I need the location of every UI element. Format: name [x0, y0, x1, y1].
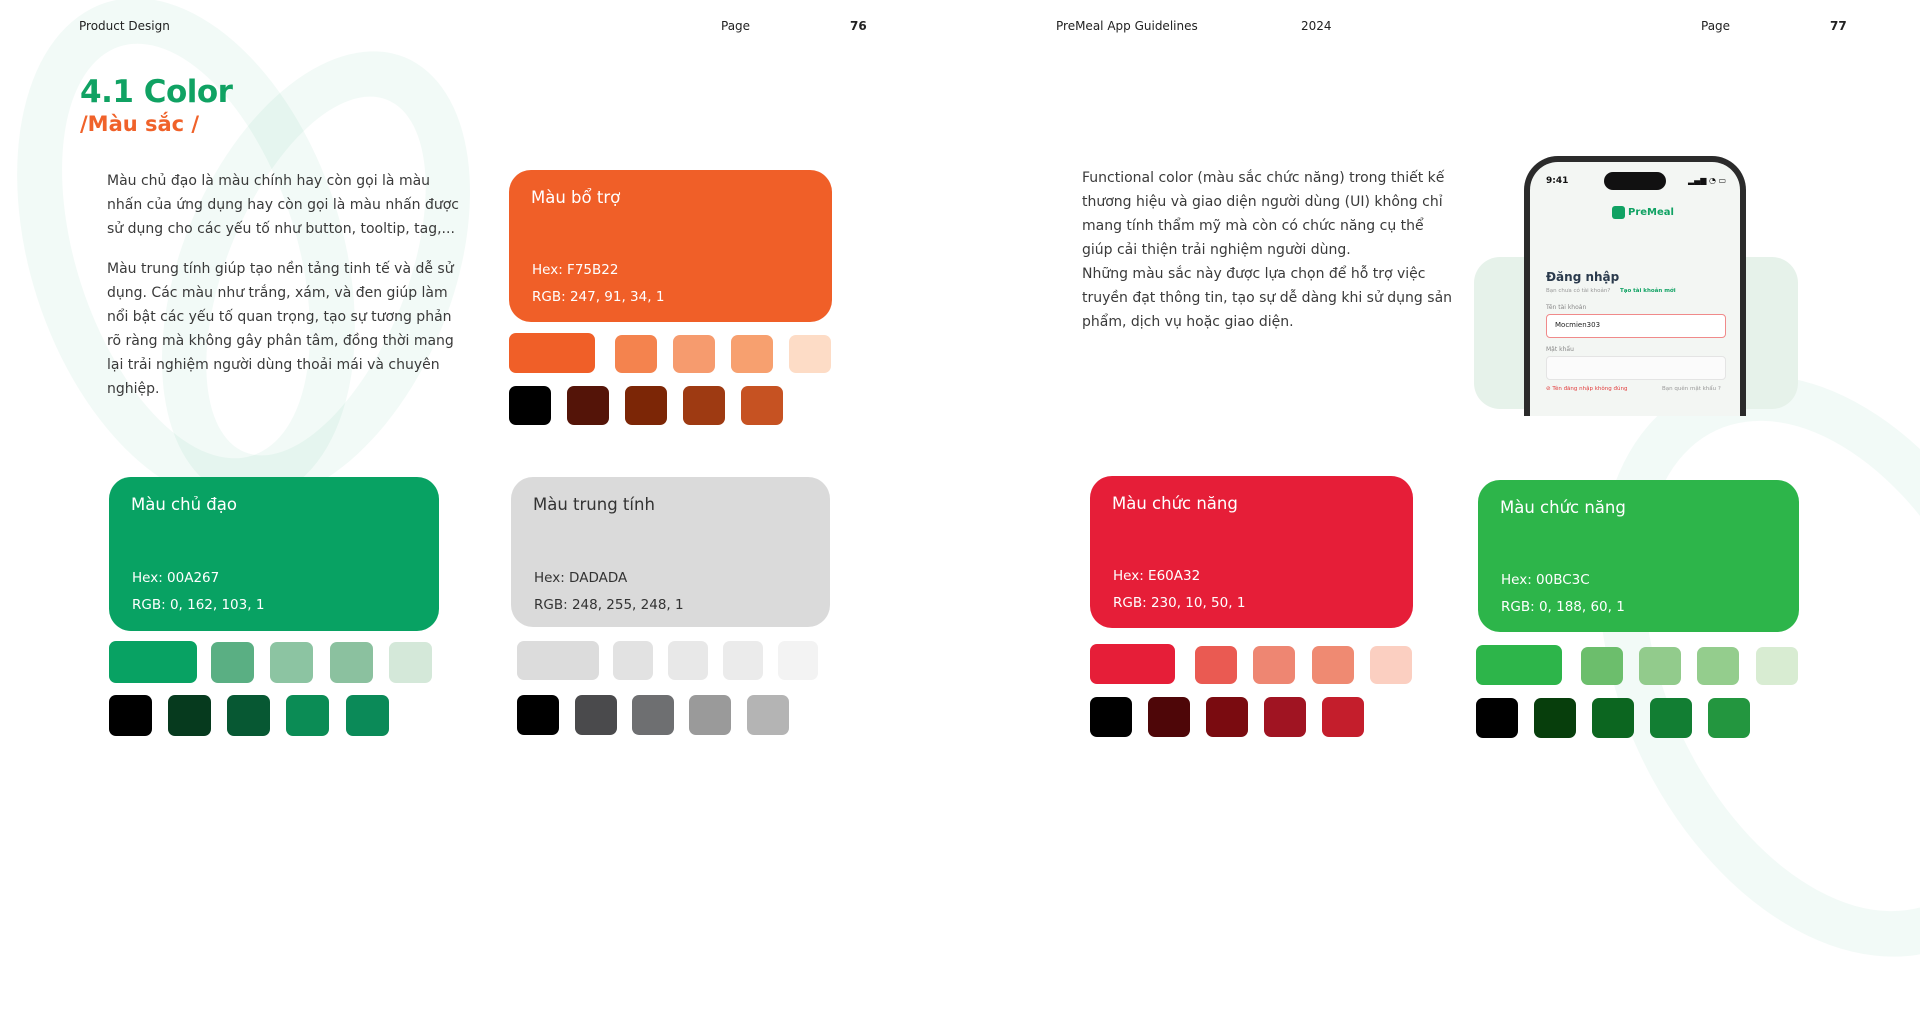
section-title: 4.1 Color: [80, 74, 233, 110]
green-tint-swatch-5: [1756, 647, 1798, 685]
header-section-label: Product Design: [79, 19, 170, 33]
green-tint-swatch-3: [1639, 647, 1681, 685]
username-label: Tên tài khoản: [1546, 304, 1587, 311]
intro-paragraph-neutral: Màu trung tính giúp tạo nền tảng tinh tế và dễ sử dụng. Các màu như trắng, xám, và đen giúp làm nổi bật các yếu tố quan trọng, tạo sự tương phản rõ ràng mà không gây phân tâm, đồng thời mang lại trải nghiệm người dùng thoải mái và chuyên nghiệp.: [107, 261, 454, 397]
secondary-shade-swatch-4: [683, 386, 725, 425]
neutral-tint-swatch-5: [778, 641, 818, 680]
neutral-tint-swatch-2: [613, 641, 653, 680]
app-logo-icon: [1612, 206, 1625, 219]
header-page-label: Page: [721, 19, 751, 33]
login-error-text: Tên đăng nhập không đúng: [1552, 386, 1628, 392]
card-title: Màu bổ trợ: [531, 188, 621, 207]
header-page-number: 76: [850, 19, 867, 33]
card-hex: Hex: 00A267: [132, 570, 220, 586]
primary-shade-swatch-4: [286, 695, 329, 736]
card-hex: Hex: 00BC3C: [1501, 572, 1590, 588]
username-value: Mocmien303: [1555, 321, 1601, 329]
card-title: Màu trung tính: [533, 495, 655, 514]
phone-mockup: [1524, 156, 1746, 416]
primary-color-card: [109, 477, 439, 631]
red-shade-swatch-2: [1148, 697, 1190, 737]
card-hex: Hex: E60A32: [1113, 568, 1201, 584]
red-tint-swatch-5: [1370, 646, 1412, 684]
header-year: 2024: [1301, 19, 1332, 33]
username-input[interactable]: [1546, 314, 1726, 338]
primary-shade-swatch-5: [346, 695, 389, 736]
primary-tint-swatch-3: [270, 642, 313, 683]
card-title: Màu chức năng: [1500, 498, 1626, 517]
card-rgb: RGB: 247, 91, 34, 1: [532, 289, 665, 305]
functional-green-card: [1478, 480, 1799, 632]
secondary-shade-swatch-3: [625, 386, 667, 425]
primary-shade-swatch-1: [109, 695, 152, 736]
password-label: Mật khẩu: [1546, 346, 1574, 353]
functional-paragraph-1: Functional color (màu sắc chức năng) trong thiết kế thương hiệu và giao diện người dùng (UI) không chỉ mang tính thẩm mỹ mà còn có chức năng cụ thể giúp cải thiện trải nghiệm người dùng.: [1082, 170, 1445, 258]
green-shade-swatch-4: [1650, 698, 1692, 738]
card-rgb: RGB: 230, 10, 50, 1: [1113, 595, 1246, 611]
neutral-shade-swatch-5: [747, 695, 789, 735]
neutral-tint-swatch-3: [668, 641, 708, 680]
secondary-tint-swatch-4: [731, 335, 773, 373]
secondary-tint-swatch-2: [615, 335, 657, 373]
neutral-shade-swatch-4: [689, 695, 731, 735]
red-shade-swatch-5: [1322, 697, 1364, 737]
secondary-tint-swatch-1: [509, 333, 595, 373]
neutral-color-card: [511, 477, 830, 627]
secondary-color-card: [509, 170, 832, 322]
green-shade-swatch-1: [1476, 698, 1518, 738]
card-hex: Hex: F75B22: [532, 262, 619, 278]
neutral-tint-swatch-1: [517, 641, 599, 680]
intro-paragraph-primary: Màu chủ đạo là màu chính hay còn gọi là màu nhấn của ứng dụng hay còn gọi là màu nhấn được sử dụng cho các yếu tố như button, tooltip, tag,...: [107, 173, 459, 237]
primary-tint-swatch-2: [211, 642, 254, 683]
red-shade-swatch-4: [1264, 697, 1306, 737]
status-time: 9:41: [1546, 176, 1569, 186]
green-shade-swatch-3: [1592, 698, 1634, 738]
functional-red-card: [1090, 476, 1413, 628]
section-subtitle: /Màu sắc /: [80, 112, 200, 136]
green-tint-swatch-4: [1697, 647, 1739, 685]
neutral-shade-swatch-3: [632, 695, 674, 735]
forgot-password-link[interactable]: Bạn quên mật khẩu ?: [1662, 386, 1721, 392]
red-tint-swatch-2: [1195, 646, 1237, 684]
no-account-text: Bạn chưa có tài khoản?: [1546, 288, 1611, 294]
card-rgb: RGB: 0, 188, 60, 1: [1501, 599, 1625, 615]
status-icons: ▂▄▆ ◔ ▭: [1688, 176, 1727, 185]
login-title: Đăng nhập: [1546, 270, 1620, 284]
dynamic-island: [1604, 172, 1666, 190]
app-name: PreMeal: [1628, 207, 1674, 218]
secondary-shade-swatch-2: [567, 386, 609, 425]
neutral-tint-swatch-4: [723, 641, 763, 680]
functional-paragraph-2: Những màu sắc này được lựa chọn để hỗ trợ việc truyền đạt thông tin, tạo sự dễ dàng khi sử dụng sản phẩm, dịch vụ hoặc giao diện.: [1082, 266, 1453, 330]
card-title: Màu chủ đạo: [131, 495, 237, 514]
phone-screen: [1530, 162, 1740, 416]
green-tint-swatch-2: [1581, 647, 1623, 685]
header-doc-title: PreMeal App Guidelines: [1056, 19, 1198, 33]
primary-shade-swatch-2: [168, 695, 211, 736]
red-tint-swatch-3: [1253, 646, 1295, 684]
green-shade-swatch-2: [1534, 698, 1576, 738]
header-page-label: Page: [1701, 19, 1731, 33]
secondary-shade-swatch-1: [509, 386, 551, 425]
secondary-shade-swatch-5: [741, 386, 783, 425]
login-error-message: ⊘ Tên đăng nhập không đúng: [1546, 386, 1628, 392]
red-shade-swatch-3: [1206, 697, 1248, 737]
primary-tint-swatch-4: [330, 642, 373, 683]
red-tint-swatch-4: [1312, 646, 1354, 684]
red-shade-swatch-1: [1090, 697, 1132, 737]
create-account-link[interactable]: Tạo tài khoản mới: [1620, 288, 1676, 294]
header-page-number: 77: [1830, 19, 1847, 33]
secondary-tint-swatch-3: [673, 335, 715, 373]
neutral-shade-swatch-2: [575, 695, 617, 735]
neutral-shade-swatch-1: [517, 695, 559, 735]
card-title: Màu chức năng: [1112, 494, 1238, 513]
primary-tint-swatch-1: [109, 641, 197, 683]
card-hex: Hex: DADADA: [534, 570, 628, 586]
green-shade-swatch-5: [1708, 698, 1750, 738]
primary-tint-swatch-5: [389, 642, 432, 683]
secondary-tint-swatch-5: [789, 335, 831, 373]
primary-shade-swatch-3: [227, 695, 270, 736]
red-tint-swatch-1: [1090, 644, 1175, 684]
card-rgb: RGB: 248, 255, 248, 1: [534, 597, 684, 613]
green-tint-swatch-1: [1476, 645, 1562, 685]
password-input[interactable]: [1546, 356, 1726, 380]
card-rgb: RGB: 0, 162, 103, 1: [132, 597, 265, 613]
